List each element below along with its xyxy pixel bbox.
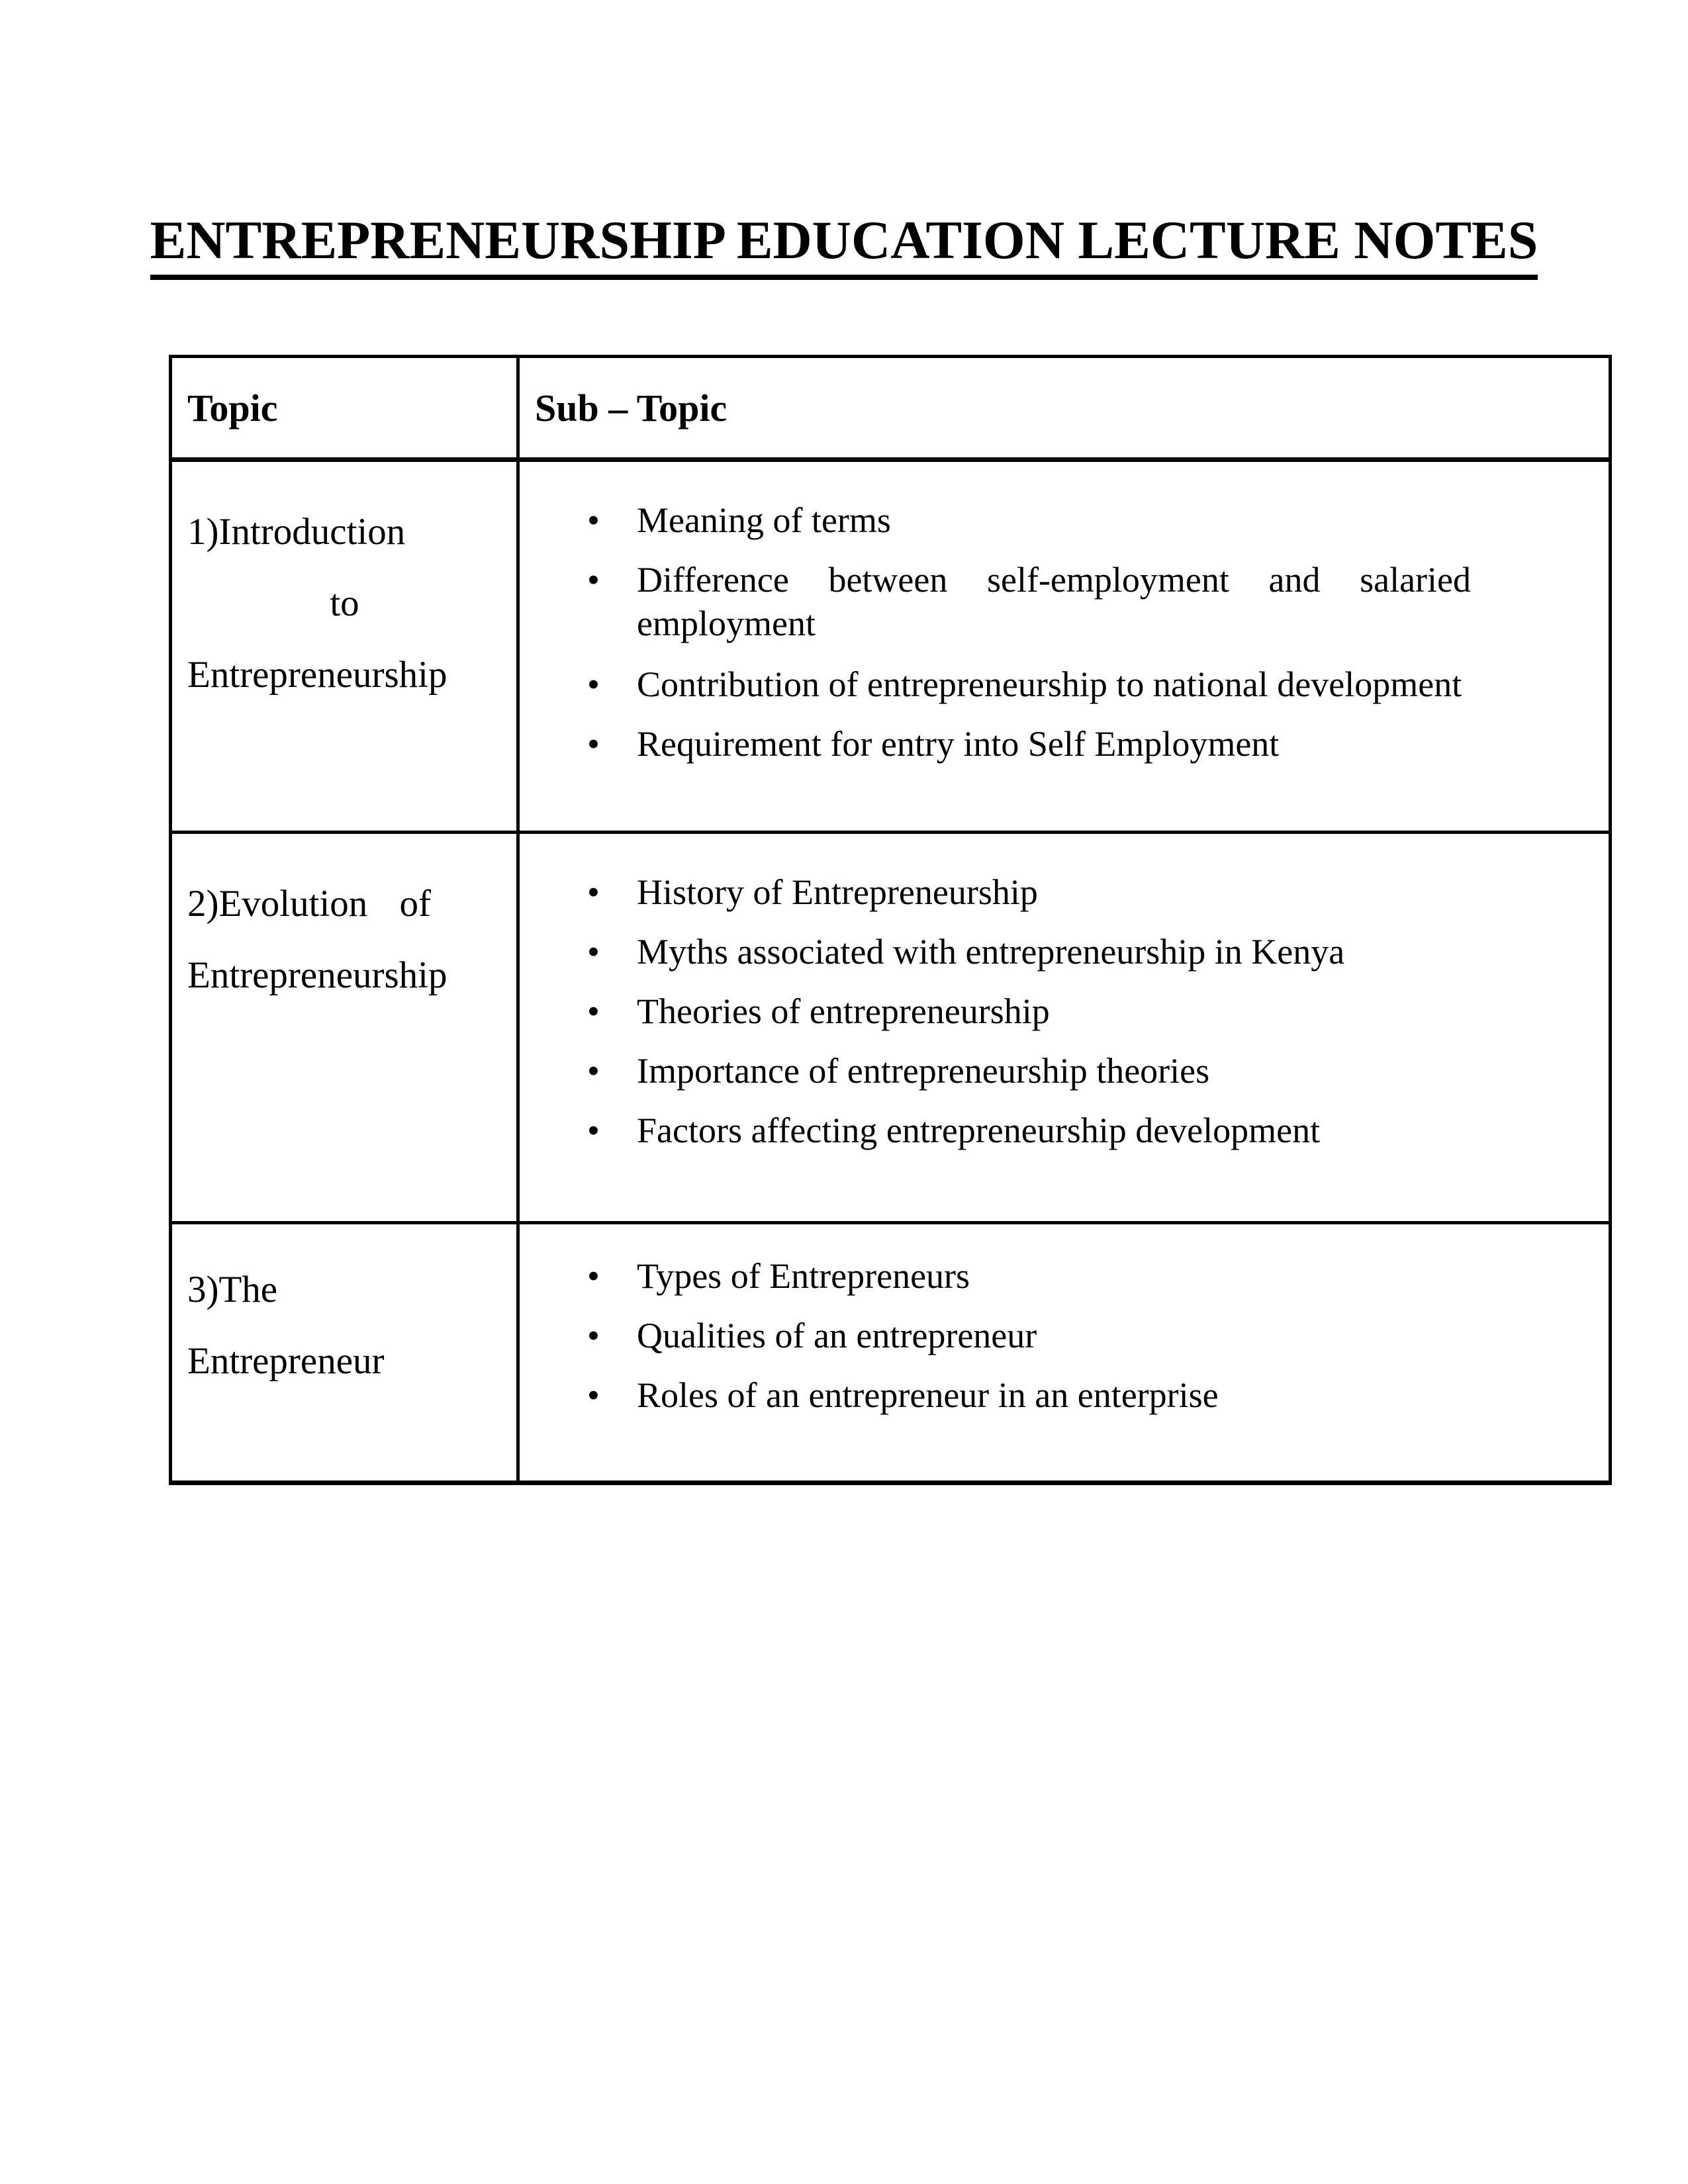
subtopic-cell: [518, 1223, 1611, 1483]
topic-line: 3)The: [187, 1269, 278, 1310]
bullet-icon: •: [587, 500, 600, 540]
table-row: [171, 1223, 1611, 1483]
bullet-icon: •: [587, 664, 600, 704]
topic-line: to: [330, 582, 359, 624]
list-item-text: Qualities of an entrepreneur: [637, 1316, 1037, 1355]
topic-line: 1)Introduction: [187, 511, 406, 553]
bullet-icon: •: [587, 932, 600, 972]
topic-line: Entrepreneurship: [187, 954, 447, 996]
list-item: [520, 1049, 1609, 1093]
topic-line: Entrepreneur: [187, 1340, 385, 1382]
topic-line: 2)Evolution of: [187, 883, 432, 925]
topics-table: [169, 355, 1612, 1485]
list-item: [520, 870, 1609, 914]
list-item-text: Difference between self-employment and salaried employment: [637, 560, 1471, 643]
list-item: [520, 498, 1609, 542]
table-row: [171, 460, 1611, 833]
list-item-text: Roles of an entrepreneur in an enterprise: [637, 1375, 1219, 1415]
topic-cell: [171, 1223, 518, 1483]
list-item-text: Theories of entrepreneurship: [637, 991, 1050, 1031]
topic-line: Entrepreneurship: [187, 654, 447, 696]
list-item-text: Importance of entrepreneurship theories: [637, 1051, 1210, 1091]
list-item: [520, 930, 1609, 974]
list-item-text: Types of Entrepreneurs: [637, 1256, 970, 1296]
list-item: [520, 1254, 1609, 1298]
bullet-icon: •: [587, 991, 600, 1031]
list-item-text: Myths associated with entrepreneurship in Kenya: [637, 932, 1345, 972]
table-header-row: [171, 357, 1611, 460]
subtopic-cell: [518, 833, 1611, 1223]
page-title-text: ENTREPRENEURSHIP EDUCATION LECTURE NOTES: [150, 210, 1538, 280]
column-header-subtopic: Sub – Topic: [518, 357, 1611, 460]
topic-cell: [171, 460, 518, 833]
list-item: [520, 662, 1609, 706]
list-item: [520, 722, 1609, 766]
list-item-text: Factors affecting entrepreneurship development: [637, 1111, 1321, 1150]
topic-cell: [171, 833, 518, 1223]
bullet-icon: •: [587, 1111, 600, 1150]
bullet-icon: •: [587, 560, 600, 600]
table-row: [171, 833, 1611, 1223]
column-header-topic: Topic: [171, 357, 518, 460]
bullet-icon: •: [587, 872, 600, 912]
list-item-text: Meaning of terms: [637, 500, 891, 540]
bullet-icon: •: [587, 1316, 600, 1355]
list-item-text: History of Entrepreneurship: [637, 872, 1038, 912]
bullet-icon: •: [587, 1256, 600, 1296]
bullet-icon: •: [587, 1375, 600, 1415]
list-item-text: Contribution of entrepreneurship to national development: [637, 664, 1462, 704]
list-item-text: Requirement for entry into Self Employment: [637, 724, 1280, 764]
bullet-icon: •: [587, 1051, 600, 1091]
subtopic-cell: [518, 460, 1611, 833]
list-item: [520, 558, 1609, 645]
list-item: [520, 1314, 1609, 1357]
list-item: [520, 1109, 1609, 1152]
list-item: [520, 989, 1609, 1033]
list-item: [520, 1373, 1609, 1417]
bullet-icon: •: [587, 724, 600, 764]
page-title: [0, 0, 1688, 270]
